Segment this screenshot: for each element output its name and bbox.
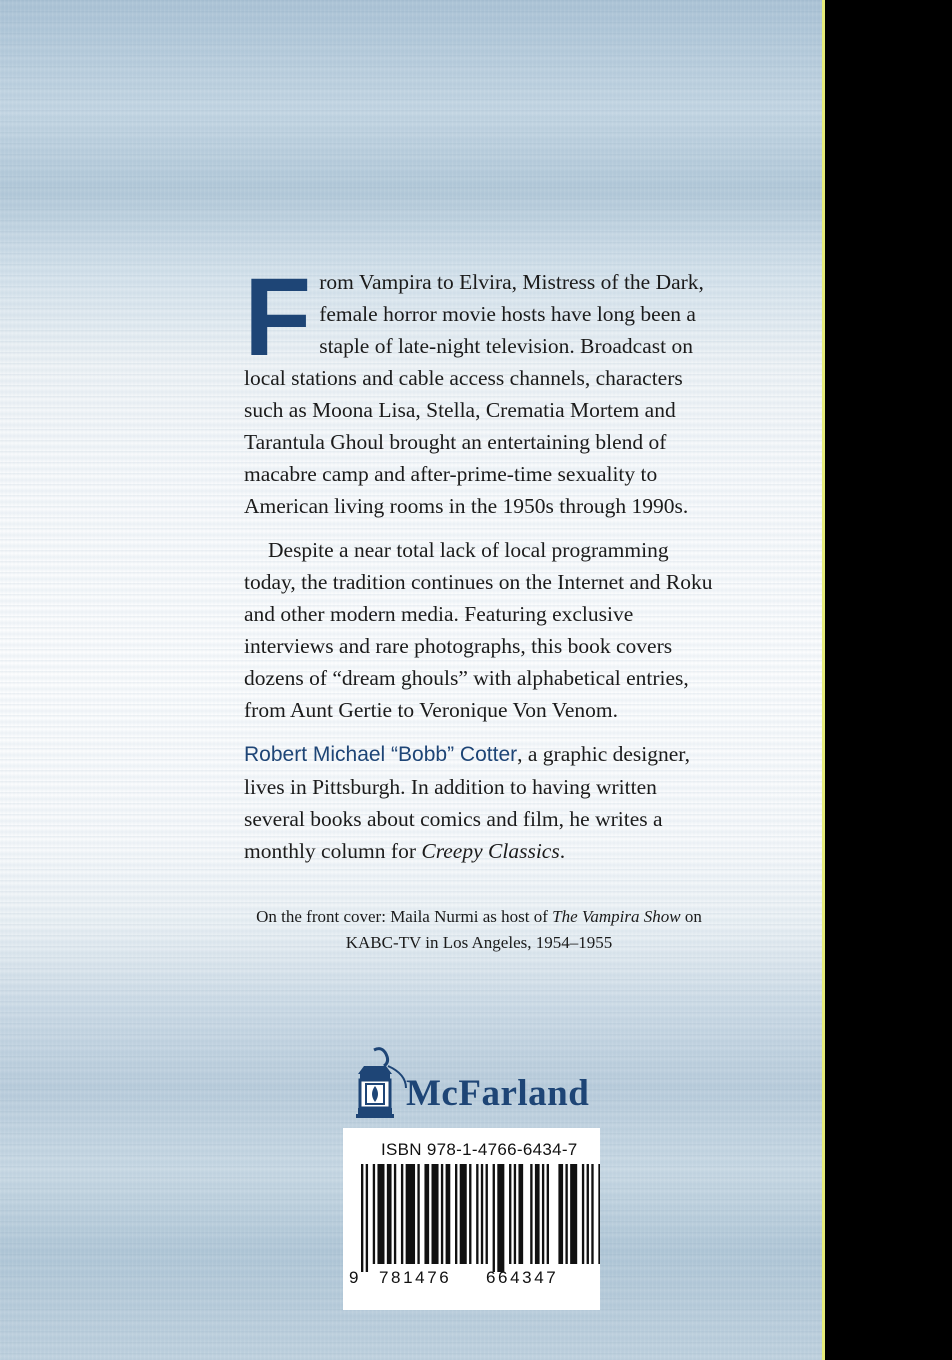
publisher-name: McFarland <box>406 1073 590 1114</box>
barcode-bar <box>373 1164 375 1264</box>
blurb <box>244 256 714 867</box>
barcode-bar <box>455 1164 457 1264</box>
column-title: Creepy Classics <box>421 839 560 863</box>
barcode <box>343 1164 600 1272</box>
author-bio-text: , a graphic designer, lives in Pittsburgh. In addition to having written several books about comics and film, he writes a monthly column for <box>244 742 690 863</box>
barcode-bar <box>446 1164 451 1264</box>
page-margin <box>825 0 952 1360</box>
barcode-bar <box>497 1164 504 1272</box>
barcode-bar <box>542 1164 544 1264</box>
caption-prefix: On the front cover: Maila Nurmi as host of <box>256 907 553 926</box>
blurb-p1-rest: female horror movie hosts have long been a staple of late-night television. Broadcast on local stations and cable access channels, characters such as Moona Lisa, Stella, Crematia Mortem and Tarantula Ghoul brought an entertaining blend of macabre camp and after-prime-time sexuality to American living rooms in the 1950s through 1990s. <box>244 302 696 518</box>
barcode-bar <box>481 1164 483 1264</box>
cover-caption <box>244 904 714 956</box>
barcode-bar <box>591 1164 593 1264</box>
barcode-bar <box>509 1164 511 1264</box>
barcode-bar <box>460 1164 467 1264</box>
barcode-bar <box>486 1164 488 1264</box>
barcode-bar <box>518 1164 523 1264</box>
barcode-bar <box>582 1164 584 1264</box>
blurb-p1-first: rom Vampira to Elvira, Mistress of the Dark, <box>319 270 704 294</box>
barcode-bar <box>377 1164 384 1264</box>
barcode-bar <box>469 1164 471 1264</box>
drop-cap: F <box>244 256 312 379</box>
author-bio-end: . <box>559 839 566 863</box>
blurb-paragraph-1 <box>244 256 714 522</box>
barcode-left-digits: 781476 <box>379 1268 452 1287</box>
barcode-bar <box>570 1164 577 1264</box>
barcode-bar <box>417 1164 419 1264</box>
barcode-digits <box>343 1268 600 1292</box>
barcode-bar <box>406 1164 415 1264</box>
blurb-paragraph-2: Despite a near total lack of local programming today, the tradition continues on the Internet and Roku and other modern media. Featuring exclusive interviews and rare photographs, this book covers dozens of “dream ghouls” with alphabetical entries, from Aunt Gertie to Veronique Von Venom. <box>244 538 713 722</box>
barcode-bar <box>530 1164 532 1264</box>
barcode-bar <box>424 1164 429 1264</box>
barcode-bar <box>558 1164 563 1264</box>
barcode-bar <box>361 1164 363 1272</box>
barcode-bar <box>535 1164 540 1264</box>
isbn-label: ISBN 978-1-4766-6434-7 <box>381 1140 578 1159</box>
caption-suffix: on KABC-TV in Los Angeles, 1954–1955 <box>345 907 702 952</box>
barcode-right-digits: 664347 <box>486 1268 559 1287</box>
barcode-bar <box>565 1164 567 1264</box>
barcode-bar <box>441 1164 443 1264</box>
caption-show-title: The Vampira Show <box>552 907 681 926</box>
barcode-bar <box>401 1164 403 1264</box>
author-name: Robert Michael “Bobb” Cotter <box>244 743 518 766</box>
barcode-box <box>343 1128 600 1310</box>
author-bio <box>244 738 714 867</box>
barcode-bar <box>587 1164 589 1264</box>
barcode-bar <box>366 1164 368 1272</box>
barcode-bar <box>547 1164 549 1264</box>
barcode-bar <box>493 1164 495 1272</box>
barcode-bar <box>387 1164 392 1264</box>
publisher-logo <box>352 1046 612 1118</box>
barcode-bar <box>394 1164 396 1264</box>
barcode-bar <box>598 1164 600 1264</box>
barcode-bar <box>476 1164 478 1264</box>
barcode-bar <box>432 1164 439 1264</box>
lantern-icon <box>352 1046 408 1118</box>
barcode-bar <box>514 1164 516 1264</box>
barcode-lead-digit: 9 <box>349 1268 359 1287</box>
